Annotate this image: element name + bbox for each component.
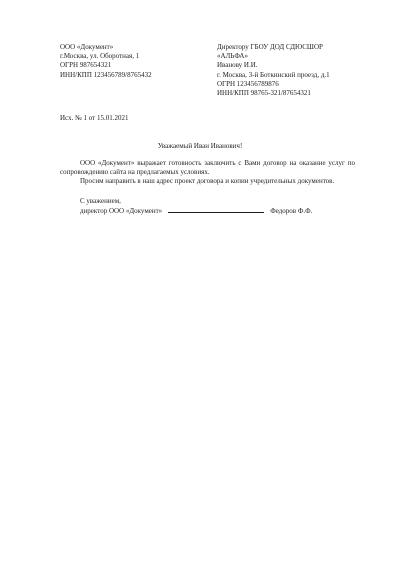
recipient-organization: «АЛЬФА» bbox=[217, 52, 248, 61]
signer-name: Федоров Ф.Ф. bbox=[270, 207, 313, 215]
sender-block bbox=[60, 43, 200, 80]
sender-ogrn: ОГРН 987654321 bbox=[60, 61, 112, 70]
signer-position: директор ООО «Документ» bbox=[80, 207, 163, 215]
recipient-address: г. Москва, 3-й Боткинский проезд, д.1 bbox=[217, 70, 330, 79]
recipient-inn-kpp: ИНН/КПП 98765-321/87654321 bbox=[217, 89, 311, 98]
salutation: Уважаемый Иван Иванович! bbox=[157, 142, 243, 150]
sender-address: г.Москва, ул. Оборотная, 1 bbox=[60, 52, 140, 61]
body-paragraph: ООО «Документ» выражает готовность заключить с Вами договор на оказание услуг по сопровождению сайта на предлагаемых условиях. bbox=[60, 159, 355, 177]
signature-line bbox=[168, 206, 264, 213]
recipient-position: Директору ГБОУ ДОД СДЮСШОР bbox=[217, 43, 323, 51]
recipient-name: Иванову И.И. bbox=[217, 61, 258, 70]
sender-inn-kpp: ИНН/КПП 123456789/8765432 bbox=[60, 70, 152, 79]
body-paragraph: Просим направить в наш адрес проект договора и копии учредительных документов. bbox=[80, 177, 335, 186]
closing-regards: С уважением, bbox=[80, 197, 121, 205]
signature-row bbox=[80, 206, 312, 216]
letter-body bbox=[60, 159, 355, 187]
recipient-ogrn: ОГРН 123456789876 bbox=[217, 79, 279, 88]
sender-company: ООО «Документ» bbox=[60, 43, 114, 51]
outgoing-reference: Исх. № 1 от 15.01.2021 bbox=[60, 114, 129, 122]
recipient-block bbox=[217, 43, 377, 98]
